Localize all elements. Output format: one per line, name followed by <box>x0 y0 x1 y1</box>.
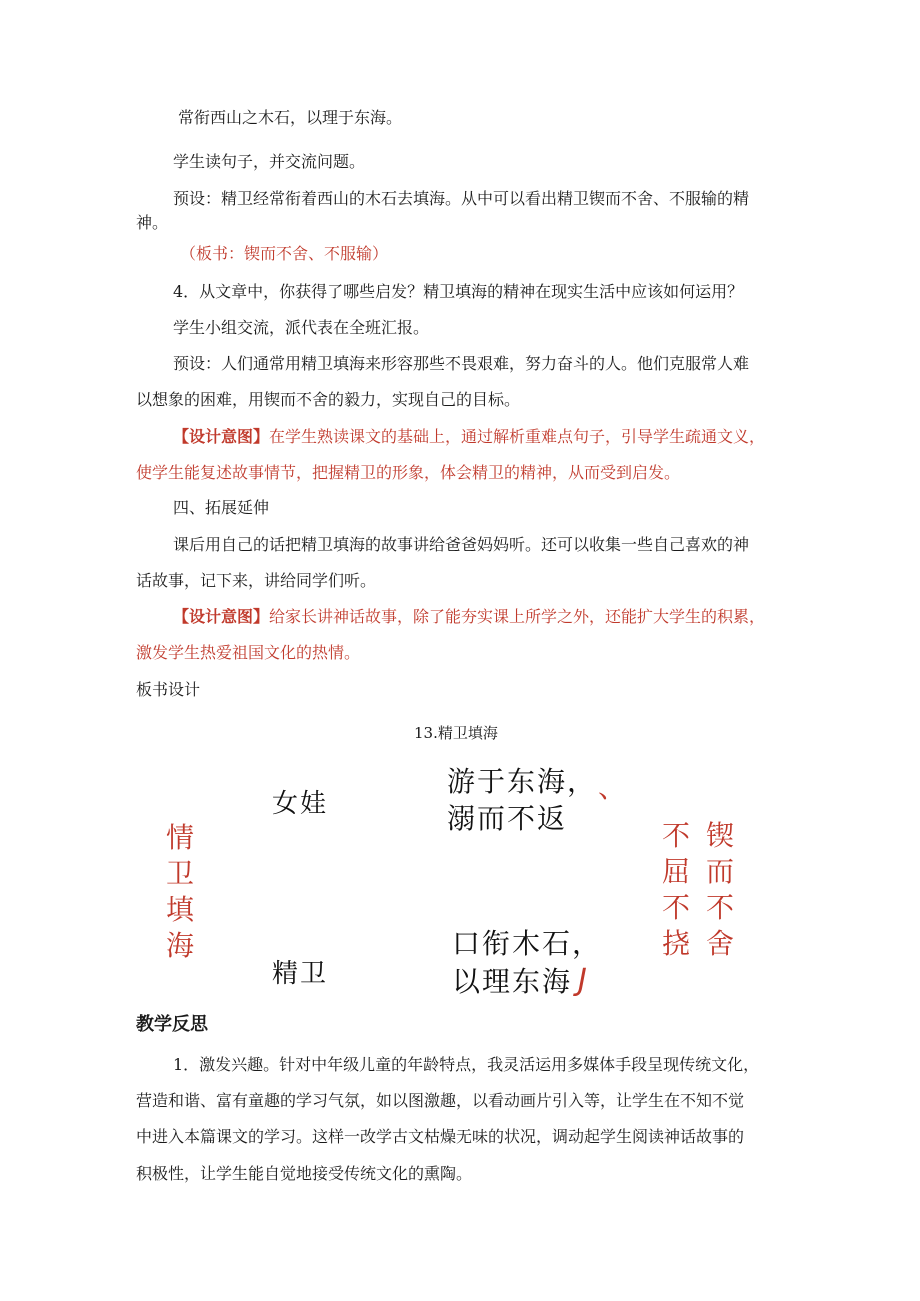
right-vertical-char: 而 <box>705 855 734 888</box>
homework-line: 课后用自己的话把精卫填海的故事讲给爸爸妈妈听。还可以收集一些自己喜欢的神 <box>173 535 750 554</box>
design-intent-label: 【设计意图】 <box>173 427 270 446</box>
left-vertical-char: 填 <box>165 893 194 926</box>
right-vertical-char: 锲 <box>705 819 734 852</box>
red-check-mark: 、 <box>598 771 627 804</box>
left-vertical-title <box>164 820 196 964</box>
left-vertical-char: 情 <box>165 821 194 854</box>
right-vertical-char: 不 <box>661 819 690 852</box>
right-vertical-col1 <box>660 818 692 962</box>
reflection-paragraph-line: 中进入本篇课文的学习。这样一改学古文枯燥无味的状况，调动起学生阅读神话故事的 <box>136 1127 745 1146</box>
design-intent-label: 【设计意图】 <box>173 607 270 626</box>
right-vertical-char: 屈 <box>661 855 690 888</box>
preset-answer-line: 预设：精卫经常衔着西山的木石去填海。从中可以看出精卫锲而不舍、不服输的精 <box>173 189 750 208</box>
section-heading-extension: 四、拓展延伸 <box>173 498 270 517</box>
design-intent-text: 在学生熟读课文的基础上，通过解析重难点句子，引导学生疏通文义， <box>269 427 766 446</box>
board-row1a: 游于东海， <box>447 765 598 798</box>
right-vertical-char: 舍 <box>705 927 734 960</box>
reflection-paragraph-line: 积极性，让学生能自觉地接受传统文化的熏陶。 <box>136 1164 473 1183</box>
board-girl-label: 女娃 <box>272 789 329 819</box>
board-row2a: 口衔木石， <box>452 927 603 960</box>
design-intent-2-cont: 激发学生热爱祖国文化的热情。 <box>136 643 361 662</box>
right-vertical-char: 不 <box>661 891 690 924</box>
design-intent-1-cont: 使学生能复述故事情节，把握精卫的形象，体会精卫的精神，从而受到启发。 <box>136 463 681 482</box>
board-title: 13.精卫填海 <box>414 724 498 742</box>
question-4: 4．从文章中，你获得了哪些启发？精卫填海的精神在现实生活中应该如何运用？ <box>173 282 744 301</box>
right-vertical-char: 不 <box>705 891 734 924</box>
preset-answer-2-line: 预设：人们通常用精卫填海来形容那些不畏艰难，努力奋斗的人。他们克服常人难 <box>173 354 750 373</box>
reflection-paragraph-line: 营造和谐、富有童趣的学习气氛，如以图激趣，以看动画片引入等，让学生在不知不觉 <box>136 1091 745 1110</box>
board-row1b: 溺而不返 <box>447 802 568 835</box>
student-activity-line: 学生读句子，并交流问题。 <box>173 152 366 171</box>
reflection-paragraph-line: 1．激发兴趣。针对中年级儿童的年龄特点，我灵活运用多媒体手段呈现传统文化， <box>173 1055 760 1074</box>
design-intent-1 <box>173 427 765 447</box>
homework-line-cont: 话故事，记下来，讲给同学们听。 <box>136 571 377 590</box>
preset-answer-line-cont: 神。 <box>136 213 169 232</box>
reflection-heading: 教学反思 <box>136 1014 208 1035</box>
board-design-label: 板书设计 <box>136 680 201 699</box>
board-jingwei-label: 精卫 <box>272 959 329 989</box>
design-intent-2 <box>173 607 765 627</box>
board-note: （板书：锲而不舍、不服输） <box>180 244 389 263</box>
red-hook-mark: J <box>578 963 587 998</box>
design-intent-text: 给家长讲神话故事，除了能夯实课上所学之外，还能扩大学生的积累， <box>269 607 766 626</box>
right-vertical-col2 <box>704 818 736 962</box>
left-vertical-char: 卫 <box>165 857 194 890</box>
right-vertical-char: 挠 <box>661 927 690 960</box>
group-activity-line: 学生小组交流，派代表在全班汇报。 <box>173 318 430 337</box>
left-vertical-char: 海 <box>165 929 194 962</box>
classical-sentence: 常衔西山之木石，以理于东海。 <box>178 108 403 127</box>
preset-answer-2-line-cont: 以想象的困难，用锲而不舍的毅力，实现自己的目标。 <box>136 390 521 409</box>
board-row2b: 以理东海 <box>452 965 573 998</box>
